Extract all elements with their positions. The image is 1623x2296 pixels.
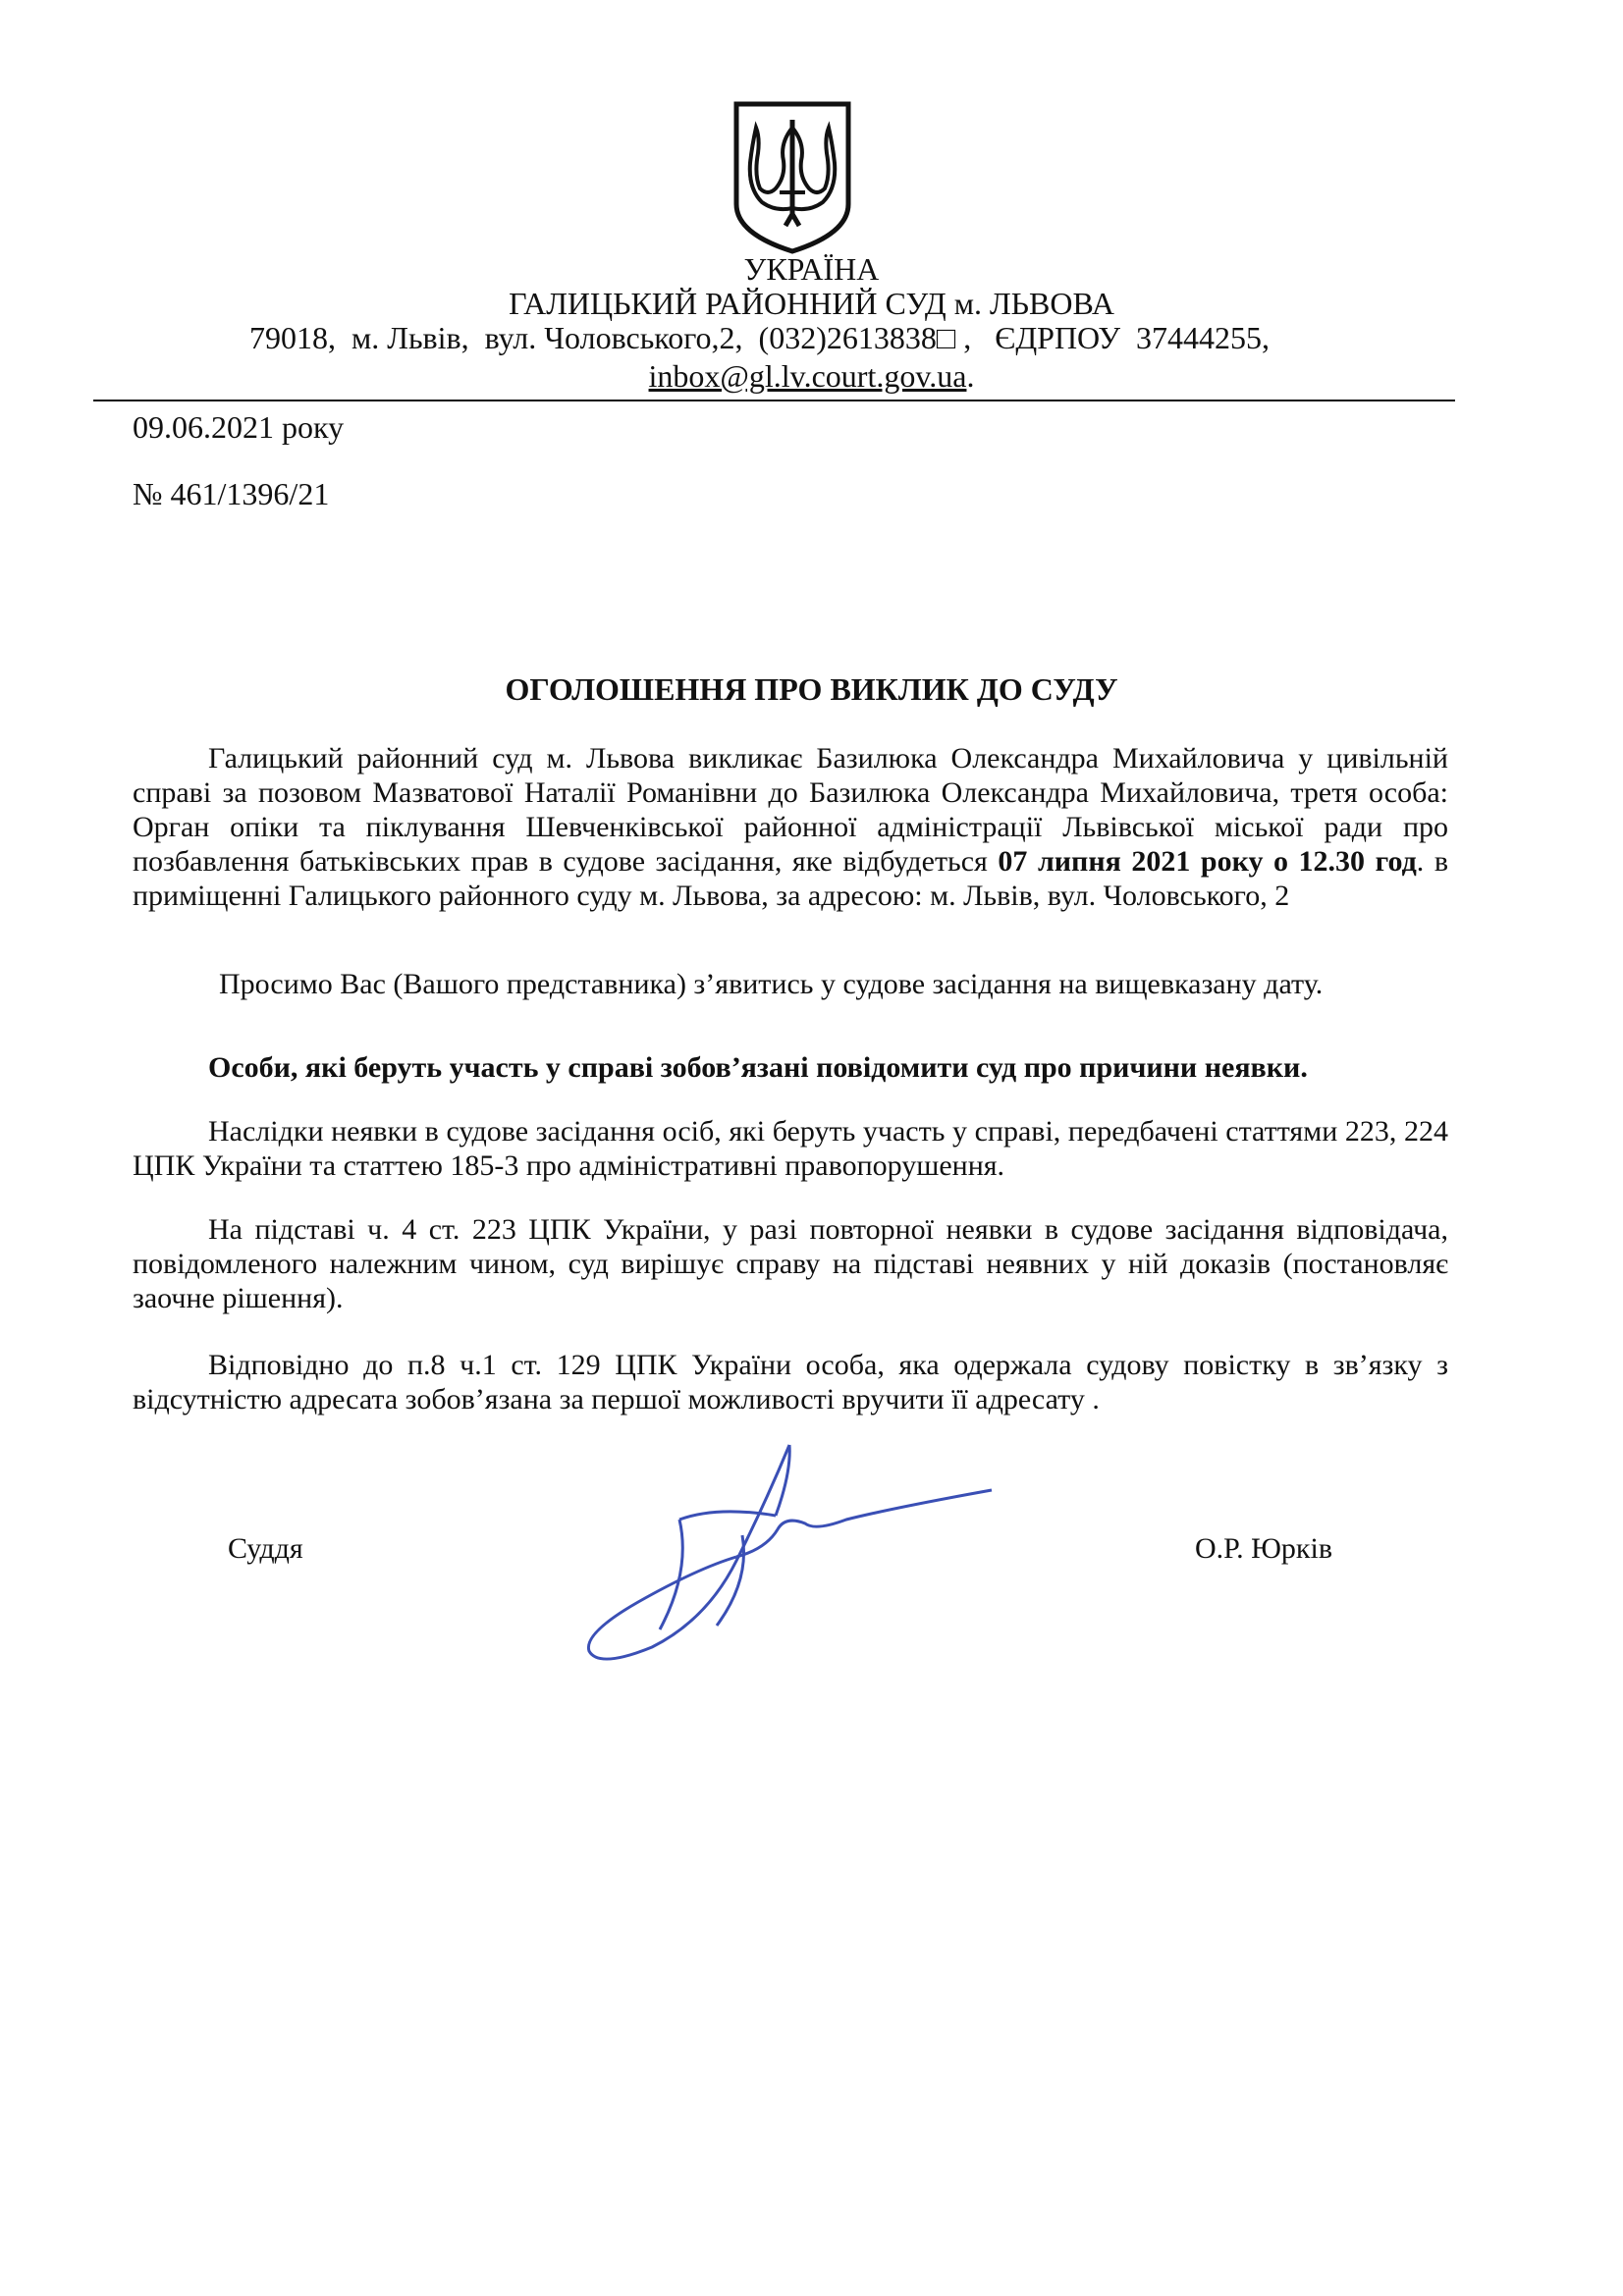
document-title: ОГОЛОШЕННЯ ПРО ВИКЛИК ДО СУДУ <box>505 671 1118 707</box>
signature-name: О.Р. Юрків <box>1195 1532 1333 1565</box>
paragraph-summons-text-a: Галицький районний суд м. Львова викликає Базилюка Олександра Михайловича у цивільній справі за позовом Мазватової Наталії Романівни до Базилюка Олександра Михайловича, третя особа: Орган опіки та піклування Шевченківської районної адміністрації Львівської міської ради про позбавлення батьківських прав в судове засідання, яке відбудеться <box>133 742 1448 878</box>
document-date: 09.06.2021 року <box>133 409 345 445</box>
country-title: УКРАЇНА <box>743 251 880 287</box>
signature-role: Суддя <box>228 1532 303 1565</box>
paragraph-request: Просимо Вас (Вашого представника) з’явитись у судове засідання на вищевказану дату. <box>219 968 1324 1000</box>
paragraph-consequences: Наслідки неявки в судове засідання осіб, які беруть участь у справі, передбачені статтями 223, 224 ЦПК України та статтею 185-3 про адміністративні правопорушення. <box>133 1115 1448 1182</box>
court-email-line <box>0 357 1623 395</box>
court-name: ГАЛИЦЬКИЙ РАЙОННИЙ СУД м. ЛЬВОВА <box>509 286 1114 321</box>
court-email-suffix: . <box>966 358 975 394</box>
hearing-datetime: 07 липня 2021 року о 12.30 год <box>998 845 1417 878</box>
paragraph-delivery: Відповідно до п.8 ч.1 ст. 129 ЦПК України особа, яка одержала судову повістку в зв’язку з відсутністю адресата зобов’язана за першої можливості вручити її адресату . <box>133 1349 1448 1415</box>
paragraph-obligation: Особи, які беруть участь у справі зобов’язані повідомити суд про причини неявки. <box>208 1051 1308 1084</box>
court-email-link[interactable]: inbox@gl.lv.court.gov.ua <box>648 358 967 394</box>
header-divider <box>93 400 1455 401</box>
paragraph-summons <box>133 741 1448 913</box>
paragraph-default-judgment: На підставі ч. 4 ст. 223 ЦПК України, у разі повторної неявки в судове засідання відповідача, повідомленого належним чином, суд вирішує справу на підставі неявних у ній доказів (постановляє заочне рішення). <box>133 1213 1448 1314</box>
handwritten-signature <box>569 1433 1021 1669</box>
coat-of-arms-icon <box>729 98 856 255</box>
paragraph-summons-text-b: . в приміщенні Галицького районного суду м. Львова, за адресою: м. Львів, вул. Чоловського, 2 <box>133 845 1448 912</box>
document-number: № 461/1396/21 <box>133 476 330 511</box>
court-address: 79018, м. Львів, вул. Чоловського,2, (032)2613838□ , ЄДРПОУ 37444255, <box>249 320 1271 355</box>
